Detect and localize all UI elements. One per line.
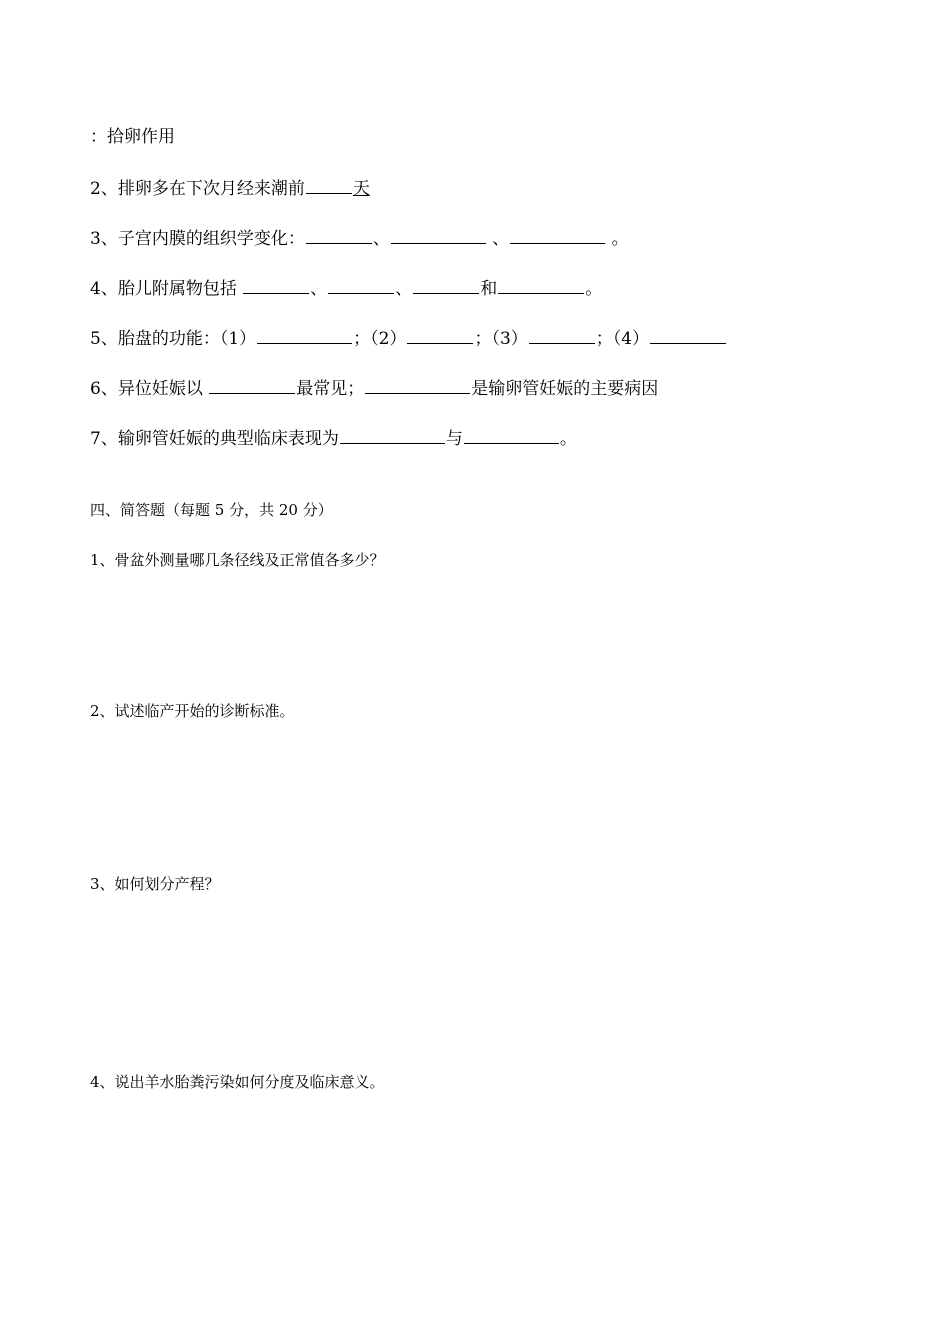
short-answer-q2: 2、试述临产开始的诊断标准。 — [90, 702, 295, 720]
answer-blank[interactable] — [257, 326, 352, 344]
answer-blank[interactable] — [209, 376, 295, 394]
underlined-unit: 天 — [352, 179, 370, 199]
short-answer-q1: 1、骨盆外测量哪几条径线及正常值各多少？ — [90, 551, 385, 569]
answer-blank[interactable] — [464, 426, 559, 444]
short-answer-q3: 3、如何划分产程？ — [90, 875, 220, 893]
section-heading: 四、简答题（每题 5 分，共 20 分） — [90, 501, 333, 519]
fill-in-q2: 2、排卵多在下次月经来潮前 天 — [90, 176, 370, 200]
short-answer-q4: 4、说出羊水胎粪污染如何分度及临床意义。 — [90, 1073, 385, 1091]
answer-blank[interactable] — [306, 176, 352, 194]
fill-in-q5: 5、胎盘的功能：（1） ；（2） ；（3） ；（4） — [90, 326, 727, 350]
fill-in-q7: 7、输卵管妊娠的典型临床表现为 与 。 — [90, 426, 577, 450]
fill-in-q3: 3、子宫内膜的组织学变化： 、 、 。 — [90, 226, 629, 250]
answer-blank[interactable] — [243, 276, 309, 294]
answer-blank[interactable] — [306, 226, 372, 244]
answer-blank[interactable] — [498, 276, 584, 294]
answer-blank[interactable] — [413, 276, 479, 294]
answer-blank[interactable] — [529, 326, 595, 344]
answer-blank[interactable] — [407, 326, 473, 344]
answer-blank[interactable] — [510, 226, 605, 244]
fill-in-q1-tail: ：拾卵作用 — [90, 127, 175, 147]
fill-in-q4: 4、胎儿附属物包括 、 、 和 。 — [90, 276, 602, 300]
answer-blank[interactable] — [365, 376, 470, 394]
fill-in-q6: 6、异位妊娠以 最常见； 是输卵管妊娠的主要病因 — [90, 376, 658, 400]
answer-blank[interactable] — [650, 326, 726, 344]
answer-blank[interactable] — [391, 226, 486, 244]
answer-blank[interactable] — [340, 426, 445, 444]
answer-blank[interactable] — [328, 276, 394, 294]
